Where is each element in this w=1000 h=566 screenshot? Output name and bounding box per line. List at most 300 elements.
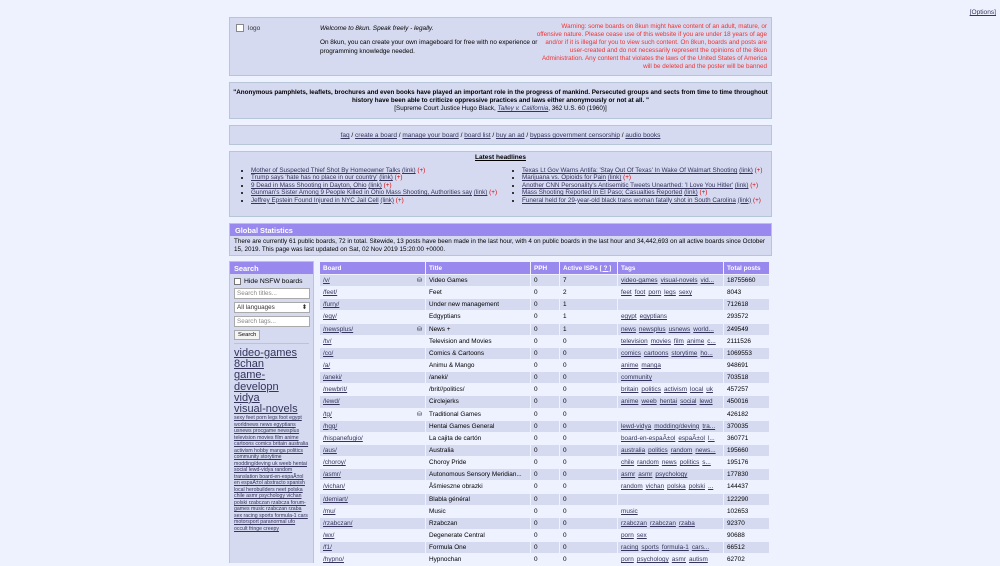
tags-cell: [618, 481, 724, 493]
col-board[interactable]: Board: [320, 262, 426, 275]
tag-link[interactable]: rzaba: [678, 519, 695, 527]
board-cell: [320, 420, 426, 432]
welcome-text: [320, 25, 545, 56]
col-pph[interactable]: PPH: [531, 262, 560, 275]
tag-link[interactable]: psychology: [636, 556, 669, 564]
tag-link[interactable]: rzabczan: [621, 519, 647, 527]
board-title-cell: Traditional Games: [426, 408, 531, 420]
hide-nsfw-toggle[interactable]: [234, 278, 309, 285]
news-expand-link[interactable]: (+): [754, 167, 763, 174]
board-title-cell: Australia: [426, 444, 531, 456]
news-box: [229, 151, 772, 217]
popular-tag-link[interactable]: 8chan: [234, 358, 264, 371]
board-link[interactable]: /hgg/: [323, 422, 338, 430]
pph-cell: 0: [531, 432, 560, 444]
active-isps-cell: 0: [560, 542, 618, 554]
active-isps-cell: 1: [560, 299, 618, 311]
board-title-cell: Choroy Pride: [426, 457, 531, 469]
tag-link[interactable]: politics: [641, 386, 661, 394]
nav-separator: /: [619, 132, 626, 139]
tag-link[interactable]: storytime: [671, 349, 698, 357]
tag-link[interactable]: activism: [663, 386, 688, 394]
pph-cell: 0: [531, 396, 560, 408]
board-cell: [320, 323, 426, 335]
board-title-cell: Animu & Mango: [426, 359, 531, 371]
board-cell: [320, 275, 426, 287]
tag-link[interactable]: news...: [695, 447, 716, 455]
tag-link[interactable]: newsplus: [638, 325, 666, 333]
news-headline-link[interactable]: Funeral held for 29-year-old black trans woman fatally shot in South Carolina: [522, 196, 736, 204]
board-link[interactable]: /feet/: [323, 289, 338, 297]
tag-link[interactable]: porn: [621, 532, 634, 540]
tag-link[interactable]: world...: [693, 325, 714, 333]
board-title-cell: Hypnochan: [426, 554, 531, 566]
board-link[interactable]: /v/: [323, 277, 330, 285]
board-cell: [320, 517, 426, 529]
language-select[interactable]: [234, 302, 310, 313]
table-row[interactable]: [320, 384, 770, 396]
tag-link[interactable]: random: [670, 447, 693, 455]
tag-link[interactable]: news: [621, 325, 636, 333]
active-isps-cell: 0: [560, 420, 618, 432]
table-row[interactable]: [320, 517, 770, 529]
board-cell: [320, 493, 426, 505]
news-expand-link[interactable]: (+): [750, 181, 759, 189]
board-cell: [320, 469, 426, 481]
table-row[interactable]: [320, 493, 770, 505]
active-isps-cell: 0: [560, 359, 618, 371]
news-item: [522, 197, 773, 204]
tag-link[interactable]: polski: [688, 483, 705, 491]
tags-cell: [618, 384, 724, 396]
tag-link[interactable]: porn: [648, 289, 662, 297]
pph-cell: 0: [531, 542, 560, 554]
tag-link[interactable]: sports: [641, 544, 659, 552]
nav-separator: /: [524, 132, 530, 139]
total-posts-cell: 8043: [724, 287, 770, 299]
tag-link[interactable]: ho...: [700, 349, 713, 357]
active-isps-cell: 0: [560, 481, 618, 493]
news-source-link[interactable]: (link): [737, 196, 752, 204]
board-cell: [320, 457, 426, 469]
tag-link[interactable]: vichan: [645, 483, 665, 491]
board-link[interactable]: /tv/: [323, 337, 332, 345]
tag-link[interactable]: social: [680, 398, 697, 406]
tag-link[interactable]: hentai: [659, 398, 678, 406]
total-posts-cell: 293572: [724, 311, 770, 323]
table-row[interactable]: [320, 396, 770, 408]
pph-cell: 0: [531, 287, 560, 299]
news-source-link[interactable]: (link): [739, 167, 753, 174]
tag-link[interactable]: porn: [621, 556, 634, 564]
tag-link[interactable]: ...: [707, 483, 714, 491]
tag-link[interactable]: asmr: [671, 556, 686, 564]
tags-cell: [618, 299, 724, 311]
tag-link[interactable]: feet: [621, 289, 632, 297]
active-isps-cell: 1: [560, 311, 618, 323]
total-posts-cell: 370035: [724, 420, 770, 432]
nav-link-4[interactable]: buy an ad: [495, 132, 525, 139]
news-source-link[interactable]: (link): [368, 181, 382, 189]
nav-link-6[interactable]: audio books: [625, 132, 661, 139]
tag-link[interactable]: sex: [636, 532, 647, 540]
news-item: [251, 167, 507, 174]
board-link[interactable]: /f1/: [323, 544, 332, 552]
board-title-cell: La cajita de cartón: [426, 432, 531, 444]
tag-link[interactable]: community: [621, 374, 652, 382]
board-title-cell: Comics & Cartoons: [426, 347, 531, 359]
tag-link[interactable]: legs: [664, 289, 676, 297]
popular-tag-link[interactable]: visual-novels: [234, 403, 298, 416]
board-cell: [320, 444, 426, 456]
popular-tag-link[interactable]: video-games: [234, 347, 297, 359]
table-row[interactable]: [320, 347, 770, 359]
tags-cell: [618, 335, 724, 347]
active-isps-cell: 1: [560, 323, 618, 335]
tag-link[interactable]: anime: [621, 362, 639, 370]
tag-link[interactable]: tra...: [702, 422, 716, 430]
total-posts-cell: 66512: [724, 542, 770, 554]
total-posts-cell: 457257: [724, 384, 770, 396]
language-selected: All languages: [237, 304, 275, 311]
pph-cell: 0: [531, 529, 560, 541]
tag-link[interactable]: anime: [621, 398, 639, 406]
total-posts-cell: 195660: [724, 444, 770, 456]
board-link[interactable]: /aneki/: [323, 374, 342, 382]
tag-link[interactable]: chile: [621, 459, 635, 467]
logo[interactable]: [236, 24, 260, 32]
tag-link[interactable]: board-en-espaÃ±ol: [621, 434, 676, 442]
board-link[interactable]: /mu/: [323, 507, 336, 515]
table-row[interactable]: [320, 372, 770, 384]
tag-link[interactable]: c...: [707, 337, 716, 345]
board-link[interactable]: /egy/: [323, 313, 337, 321]
total-posts-cell: 2111526: [724, 335, 770, 347]
tag-link[interactable]: rzabczan: [649, 519, 676, 527]
news-headline-link[interactable]: Gunman's Sister Among 9 People Killed in Ohio Mass Shooting, Authorities say: [251, 189, 473, 197]
table-row[interactable]: [320, 299, 770, 311]
board-cell: [320, 347, 426, 359]
active-isps-cell: 0: [560, 384, 618, 396]
tag-link[interactable]: visual-novels: [660, 277, 698, 285]
total-posts-cell: 1069553: [724, 347, 770, 359]
total-posts-cell: 249549: [724, 323, 770, 335]
news-item: [522, 182, 773, 189]
welcome-headline: Welcome to 8kun. Speak freely - legally.: [320, 25, 434, 32]
table-row[interactable]: [320, 542, 770, 554]
tag-link[interactable]: uk: [706, 386, 713, 394]
active-isps-cell: 0: [560, 469, 618, 481]
table-row[interactable]: [320, 287, 770, 299]
content-warning: Warning: some boards on 8kun might have content of an adult, mature, or offensive nature. Please cease use of this website if you are under 18 years of age and/or if it is illegal for you to view such content. On 8kun, boards and posts are user-created and do not necessarily represent the opinions of the 8kun Administration. Any content that violates the laws of the United States of America will be deleted and the poster will be banned: [536, 23, 767, 71]
tag-link[interactable]: music: [621, 507, 638, 515]
table-row[interactable]: [320, 505, 770, 517]
news-source-link[interactable]: (link): [607, 174, 622, 182]
table-row[interactable]: [320, 457, 770, 469]
tag-link[interactable]: foot: [634, 289, 646, 297]
active-isps-cell: 0: [560, 493, 618, 505]
news-headline-link[interactable]: Trump says 'hate has no place in our country': [251, 174, 378, 182]
board-rows: [320, 275, 770, 566]
tag-link[interactable]: movies: [650, 337, 671, 345]
col-active-isps[interactable]: [560, 262, 618, 275]
tags-cell: [618, 542, 724, 554]
pph-cell: 0: [531, 359, 560, 371]
news-source-link[interactable]: (link): [380, 196, 395, 204]
divider: [234, 343, 309, 344]
tag-link[interactable]: news: [661, 459, 677, 467]
tag-link[interactable]: sexy: [678, 289, 693, 297]
tags-cell: [618, 432, 724, 444]
tag-cloud-small[interactable]: sexy feet porn legs foot egypt worldnews news egyptians usnews procgame newsplus television movies film anime cartoons comics britain australia activism hobby manga politics community storytime modding/deving uk weeb hentai social lewd-vidya random translation board-en-espaÃ±ol en espaÃ±ol abstracto spanish local herobuilders neet polska chile asmr psychology vichan polski rzabczan rzabcza forum-games music rzabczan rzaba sex racing sports formula-1 cars motorsport paranormal ufo occult fringe creepy: [234, 415, 309, 532]
site-nav: [229, 125, 772, 145]
news-expand-link[interactable]: (+): [623, 174, 632, 182]
tag-link[interactable]: psychology: [655, 471, 688, 479]
total-posts-cell: 18755660: [724, 275, 770, 287]
tag-link[interactable]: l...: [707, 434, 715, 442]
board-title-cell: Under new management: [426, 299, 531, 311]
board-link[interactable]: /lewd/: [323, 398, 340, 406]
sfw-icon: ⛁: [416, 326, 422, 333]
popular-tag-link[interactable]: game-developn: [234, 369, 279, 393]
active-isps-cell: 7: [560, 275, 618, 287]
total-posts-cell: 177830: [724, 469, 770, 481]
board-link[interactable]: /aus/: [323, 447, 337, 455]
search-sidebar: [229, 261, 314, 563]
pph-cell: 0: [531, 372, 560, 384]
board-link[interactable]: /hispanefugio/: [323, 434, 363, 442]
table-row[interactable]: [320, 469, 770, 481]
board-link[interactable]: /demiart/: [323, 495, 348, 503]
search-titles-input[interactable]: Search titles...: [234, 288, 310, 299]
tag-link[interactable]: asmr: [621, 471, 636, 479]
active-isps-cell: 0: [560, 396, 618, 408]
table-row[interactable]: [320, 554, 770, 566]
news-expand-link[interactable]: (+): [489, 189, 498, 197]
active-isps-cell: 0: [560, 444, 618, 456]
tag-link[interactable]: local: [690, 386, 704, 394]
tag-link[interactable]: australia: [621, 447, 646, 455]
search-title: Search: [230, 262, 313, 274]
board-cell: [320, 384, 426, 396]
broken-image-icon: [236, 24, 244, 32]
news-list-right: [513, 167, 773, 204]
table-row[interactable]: [320, 311, 770, 323]
board-cell: [320, 408, 426, 420]
popular-tag-link[interactable]: vidya: [234, 391, 260, 404]
tag-link[interactable]: weeb: [641, 398, 657, 406]
tag-link[interactable]: egypt: [621, 313, 637, 321]
board-title-cell: Hentai Games General: [426, 420, 531, 432]
board-link[interactable]: /rzabczan/: [323, 519, 353, 527]
pph-cell: 0: [531, 457, 560, 469]
total-posts-cell: 712618: [724, 299, 770, 311]
nav-link-2[interactable]: manage your board: [402, 132, 459, 139]
tag-link[interactable]: formula-1: [661, 544, 689, 552]
pph-cell: 0: [531, 335, 560, 347]
tag-link[interactable]: cartoons: [643, 349, 669, 357]
board-cell: [320, 311, 426, 323]
pph-cell: 0: [531, 323, 560, 335]
tags-cell: [618, 493, 724, 505]
tags-cell: [618, 517, 724, 529]
total-posts-cell: 122290: [724, 493, 770, 505]
isps-help-link[interactable]: [ ? ]: [599, 264, 612, 272]
total-posts-cell: 92370: [724, 517, 770, 529]
news-headline-link[interactable]: Another CNN Personality's Antisemitic Tweets Unearthed: 'I Love You Hitler': [522, 181, 734, 189]
news-headline-link[interactable]: Jeffrey Epstein Found Injured in NYC Jail Cell: [251, 196, 379, 204]
board-cell: [320, 372, 426, 384]
news-headline-link[interactable]: Marijuana vs. Opioids for Pain: [522, 174, 606, 182]
board-title-cell: Television and Movies: [426, 335, 531, 347]
table-row[interactable]: [320, 420, 770, 432]
board-title-cell: /brit//politics/: [426, 384, 531, 396]
tag-link[interactable]: usnews: [668, 325, 691, 333]
nav-separator: /: [490, 132, 496, 139]
pph-cell: 0: [531, 469, 560, 481]
news-expand-link[interactable]: (+): [383, 181, 392, 189]
news-source-link[interactable]: (link): [684, 189, 698, 197]
news-headline-link[interactable]: 9 Dead in Mass Shooting in Dayton, Ohio: [251, 181, 367, 189]
tag-link[interactable]: comics: [621, 349, 641, 357]
tag-link[interactable]: politics: [679, 459, 700, 467]
active-isps-cell: 0: [560, 335, 618, 347]
news-expand-link[interactable]: (+): [753, 196, 761, 204]
board-title-cell: Degenerate Central: [426, 529, 531, 541]
nav-link-1[interactable]: create a board: [355, 132, 397, 139]
tag-link[interactable]: modding/deving: [654, 422, 700, 430]
col-title[interactable]: Title: [426, 262, 531, 275]
tag-link[interactable]: cars...: [691, 544, 710, 552]
total-posts-cell: 90688: [724, 529, 770, 541]
tags-cell: [618, 372, 724, 384]
board-title-cell: Music: [426, 505, 531, 517]
table-row[interactable]: [320, 335, 770, 347]
board-link[interactable]: /newbrit/: [323, 386, 348, 394]
board-link[interactable]: /a/: [323, 362, 331, 370]
tag-link[interactable]: vid...: [700, 277, 715, 285]
stats-text: There are currently 61 public boards, 72 in total. Sitewide, 13 posts have been made in the last hour, with 4 on public boards in the last hour and 34,442,693 on all active boards since October 15, 2019. This page was last updated on Sat, 02 Nov 2019 15:20:00 +0000.: [234, 238, 766, 254]
board-link[interactable]: /co/: [323, 349, 334, 357]
total-posts-cell: 426182: [724, 408, 770, 420]
total-posts-cell: 360771: [724, 432, 770, 444]
col-tags[interactable]: Tags: [618, 262, 724, 275]
tags-cell: [618, 420, 724, 432]
news-headline-link[interactable]: Mother of Suspected Thief Shot By Homeowner Talks: [251, 167, 401, 174]
news-source-link[interactable]: (link): [379, 174, 393, 182]
board-link[interactable]: /furry/: [323, 301, 340, 309]
tag-link[interactable]: lewd: [699, 398, 713, 406]
board-table: [319, 261, 770, 566]
news-expand-link[interactable]: (+): [394, 174, 403, 182]
tags-cell: [618, 469, 724, 481]
tag-link[interactable]: asmr: [638, 471, 653, 479]
board-link[interactable]: /hypno/: [323, 556, 344, 564]
popular-tags: [234, 348, 309, 415]
table-row[interactable]: [320, 275, 770, 287]
news-expand-link[interactable]: (+): [417, 167, 426, 174]
table-row[interactable]: [320, 408, 770, 420]
board-link[interactable]: /vichan/: [323, 483, 346, 491]
active-isps-cell: 0: [560, 372, 618, 384]
news-item: [251, 189, 507, 196]
board-link[interactable]: /asmr/: [323, 471, 341, 479]
table-row[interactable]: [320, 432, 770, 444]
tag-link[interactable]: manga: [641, 362, 661, 370]
table-row[interactable]: [320, 481, 770, 493]
table-row[interactable]: [320, 444, 770, 456]
tag-link[interactable]: random: [621, 483, 643, 491]
news-headline-link[interactable]: Mass Shooting Reported In El Paso; Casualties Reported: [522, 189, 683, 197]
nav-separator: /: [396, 132, 403, 139]
tag-link[interactable]: politics: [648, 447, 668, 455]
tag-link[interactable]: film: [673, 337, 684, 345]
options-link[interactable]: [Options]: [969, 9, 996, 16]
table-row[interactable]: [320, 529, 770, 541]
board-cell: [320, 481, 426, 493]
news-headline-link[interactable]: Texas Lt Gov Warns Antifa: 'Stay Out Of Texas' In Wake Of Walmart Shooting: [522, 167, 738, 174]
tags-cell: [618, 275, 724, 287]
board-link[interactable]: /newsplus/: [323, 325, 354, 333]
board-link[interactable]: /wx/: [323, 532, 335, 540]
board-cell: [320, 505, 426, 517]
pph-cell: 0: [531, 554, 560, 566]
news-source-link[interactable]: (link): [473, 189, 488, 197]
board-cell: [320, 287, 426, 299]
tag-link[interactable]: espaÃ±ol: [678, 434, 705, 442]
pph-cell: 0: [531, 481, 560, 493]
tag-link[interactable]: racing: [621, 544, 639, 552]
welcome-description: On 8kun, you can create your own imageboard for free with no experience or programming knowledge needed.: [320, 39, 538, 55]
tag-link[interactable]: video-games: [621, 277, 658, 285]
tag-link[interactable]: s...: [702, 459, 711, 467]
news-source-link[interactable]: (link): [734, 181, 749, 189]
table-row[interactable]: [320, 359, 770, 371]
board-title-cell: Autonomous Sensory Meridian...: [426, 469, 531, 481]
tag-link[interactable]: egyptians: [639, 313, 667, 321]
tag-link[interactable]: television: [621, 337, 648, 345]
pph-cell: 0: [531, 517, 560, 529]
tag-link[interactable]: random: [637, 459, 659, 467]
nav-link-0[interactable]: faq: [340, 132, 350, 139]
citation-case-link[interactable]: Talley v. California: [497, 105, 549, 113]
pph-cell: 0: [531, 408, 560, 420]
tags-cell: [618, 347, 724, 359]
search-tags-input[interactable]: Search tags...: [234, 316, 310, 327]
table-row[interactable]: [320, 323, 770, 335]
tag-link[interactable]: britain: [621, 386, 639, 394]
tags-cell: [618, 444, 724, 456]
nsfw-checkbox[interactable]: [234, 278, 241, 285]
tag-link[interactable]: polska: [667, 483, 686, 491]
news-expand-link[interactable]: (+): [395, 196, 404, 204]
nav-link-3[interactable]: board list: [464, 132, 491, 139]
nav-link-5[interactable]: bypass government censorship: [529, 132, 620, 139]
total-posts-cell: 102653: [724, 505, 770, 517]
tags-cell: [618, 529, 724, 541]
tag-link[interactable]: autism: [688, 556, 708, 564]
board-link[interactable]: /tg/: [323, 410, 332, 418]
board-title-cell: News +: [426, 323, 531, 335]
news-expand-link[interactable]: (+): [699, 189, 708, 197]
board-link[interactable]: /choroy/: [323, 459, 346, 467]
board-title-cell: Åšmieszne obrazki: [426, 481, 531, 493]
search-button[interactable]: Search: [234, 330, 260, 340]
tag-link[interactable]: anime: [686, 337, 705, 345]
tag-link[interactable]: lewd-vidya: [621, 422, 652, 430]
news-source-link[interactable]: (link): [401, 167, 416, 174]
col-total-posts[interactable]: Total posts: [724, 262, 770, 275]
